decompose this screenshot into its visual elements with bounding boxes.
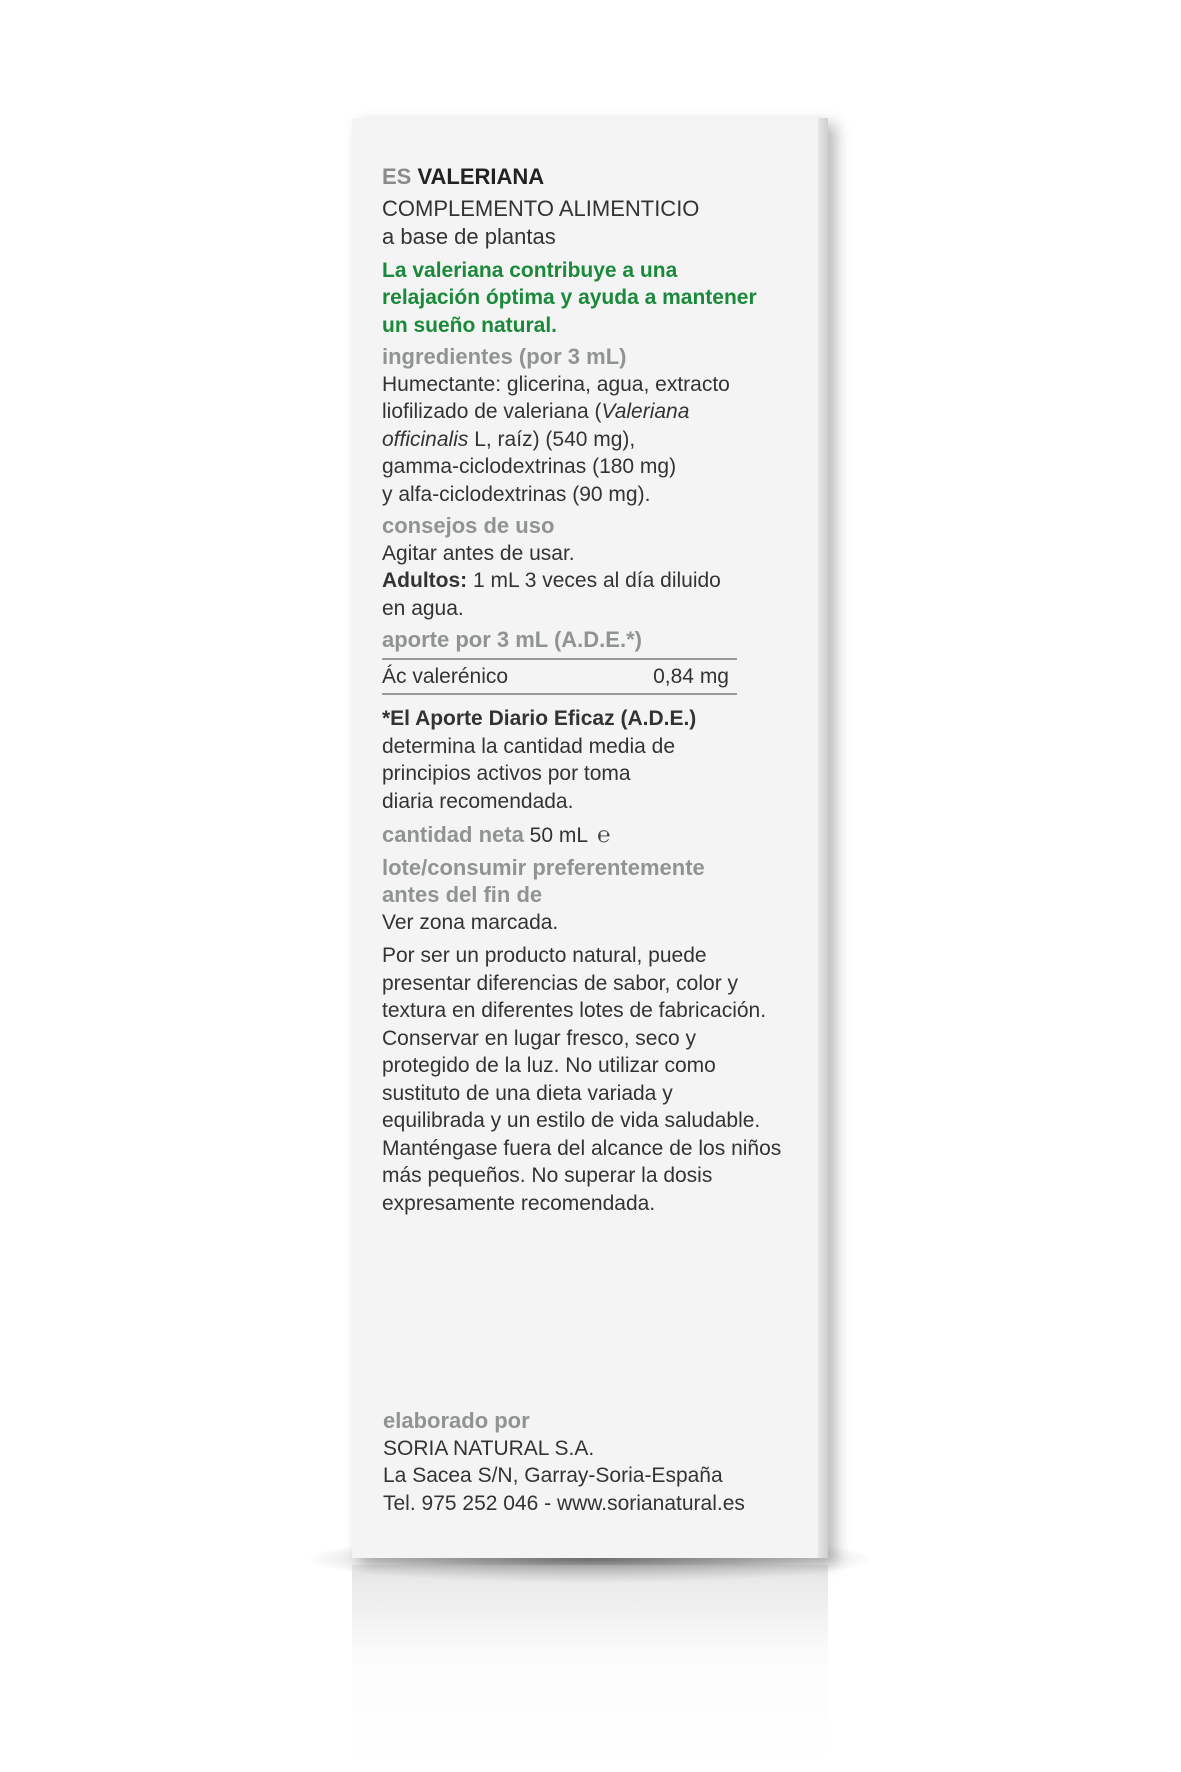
warnings-text [382, 942, 812, 1217]
ingredients-line-5: y alfa-ciclodextrinas (90 mg). [382, 482, 651, 506]
usage-line-2 [382, 567, 812, 595]
manufacturer-heading: elaborado por [383, 1408, 530, 1433]
ade-note-line-1: *El Aporte Diario Eficaz (A.D.E.) [382, 707, 697, 730]
warning-line: más pequeños. No superar la dosis [382, 1164, 713, 1187]
nutrient-value: 0,84 mg [600, 659, 737, 695]
product-name: VALERIANA [417, 164, 545, 189]
estimated-sign-icon: ℮ [597, 822, 611, 847]
manufacturer-address: La Sacea S/N, Garray-Soria-España [383, 1464, 723, 1487]
ingredients-line-3 [382, 426, 812, 454]
warning-line: Manténgase fuera del alcance de los niños [382, 1136, 782, 1160]
usage-line-1: Agitar antes de usar. [382, 541, 575, 565]
warning-line: textura en diferentes lotes de fabricación. [382, 999, 767, 1022]
lot-heading-line-2: antes del fin de [382, 882, 543, 907]
health-claim [382, 257, 812, 340]
latin-species: officinalis [382, 427, 469, 451]
warning-line: presentar diferencias de sabor, color y [382, 971, 739, 995]
product-title [382, 163, 812, 191]
usage-text [382, 540, 812, 623]
claim-line-2: relajación óptima y ayuda a mantener [382, 286, 757, 309]
language-code: ES [382, 164, 412, 189]
warning-line: equilibrada y un estilo de vida saludable. [382, 1109, 761, 1132]
ingredients-line-2 [382, 398, 812, 426]
nutrition-heading: aporte por 3 mL (A.D.E.*) [382, 627, 642, 652]
ade-note-line-4: diaria recomendada. [382, 789, 574, 813]
ingredients-heading: ingredientes (por 3 mL) [382, 344, 627, 369]
ingredients-line-4: gamma-ciclodextrinas (180 mg) [382, 455, 677, 478]
ingredients-line-3-text: L, raíz) (540 mg), [468, 427, 636, 451]
warning-line: expresamente recomendada. [382, 1191, 656, 1215]
subtitle-line-1: COMPLEMENTO ALIMENTICIO [382, 195, 700, 221]
ingredients-text [382, 371, 812, 509]
nutrient-name: Ác valerénico [382, 659, 600, 695]
warning-line: sustituto de una dieta variada y [382, 1081, 673, 1105]
net-quantity-value: 50 mL [529, 824, 588, 847]
ade-note [382, 705, 812, 815]
adults-dose: 1 mL 3 veces al día diluido [467, 569, 721, 592]
nutrition-table [382, 658, 737, 696]
claim-line-1: La valeriana contribuye a una [382, 258, 678, 282]
warning-line: Por ser un producto natural, puede [382, 944, 707, 967]
ade-note-line-2: determina la cantidad media de [382, 734, 676, 758]
net-quantity [382, 821, 812, 850]
label-content [382, 163, 812, 1217]
usage-heading: consejos de uso [382, 513, 555, 538]
subtitle-line-2: a base de plantas [382, 223, 556, 249]
adults-label: Adultos: [382, 569, 468, 592]
lot-text: Ver zona marcada. [382, 910, 559, 934]
manufacturer-contact: Tel. 975 252 046 - www.sorianatural.es [383, 1491, 745, 1515]
net-quantity-label: cantidad neta [382, 822, 524, 847]
table-row [382, 659, 737, 695]
lot-heading-line-1: lote/consumir preferentemente [382, 854, 705, 880]
warning-line: protegido de la luz. No utilizar como [382, 1054, 716, 1077]
latin-genus: Valeriana [601, 400, 690, 423]
ingredients-line-1: Humectante: glicerina, agua, extracto [382, 372, 730, 396]
usage-line-3: en agua. [382, 596, 464, 620]
box-side-edge [818, 118, 828, 1558]
warning-line: Conservar en lugar fresco, seco y [382, 1026, 696, 1050]
ingredients-line-2-text: liofilizado de valeriana ( [382, 400, 602, 423]
claim-line-3: un sueño natural. [382, 313, 558, 337]
manufacturer-name: SORIA NATURAL S.A. [383, 1436, 595, 1460]
ade-note-line-3: principios activos por toma [382, 762, 631, 785]
box-reflection [352, 1565, 828, 1765]
manufacturer-block [383, 1403, 813, 1517]
